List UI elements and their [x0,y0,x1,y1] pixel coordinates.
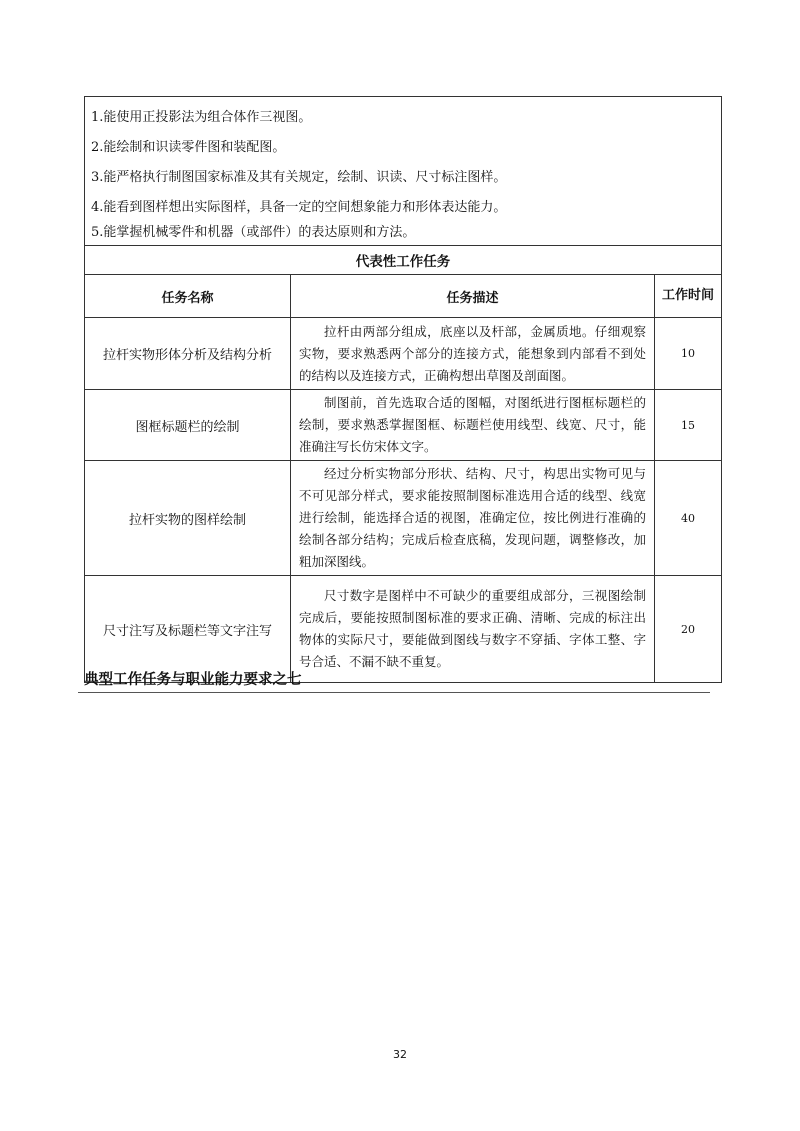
task-time: 10 [655,318,722,390]
task-row [85,318,722,390]
task-name: 拉杆实物的图样绘制 [85,461,291,576]
curriculum-table [84,96,722,683]
task-time: 15 [655,390,722,461]
task-row [85,576,722,683]
heading-underline [78,692,710,693]
task-time: 20 [655,576,722,683]
task-row [85,390,722,461]
task-name: 尺寸注写及标题栏等文字注写 [85,576,291,683]
task-name: 图框标题栏的绘制 [85,390,291,461]
task-row [85,461,722,576]
section-title: 代表性工作任务 [85,246,722,275]
column-header-row [85,275,722,318]
task-desc: 尺寸数字是图样中不可缺少的重要组成部分，三视图绘制完成后，要能按照制图标准的要求正确、清晰、完成的标注出物体的实际尺寸，要能做到图线与数字不穿插、字体工整、字号合适、不漏不缺不重复。 [291,576,655,683]
ability-item: 2.能绘制和识读零件图和装配图。 [91,140,286,155]
column-header-task-desc: 任务描述 [291,275,655,318]
abilities-row [85,97,722,246]
ability-item: 5.能掌握机械零件和机器（或部件）的表达原则和方法。 [91,225,416,240]
ability-item: 4.能看到图样想出实际图样，具备一定的空间想象能力和形体表达能力。 [91,200,507,215]
section-title-row [85,246,722,275]
next-section-heading: 典型工作任务与职业能力要求之七 [84,671,302,688]
column-header-work-time: 工作时间 [655,275,722,318]
task-desc: 经过分析实物部分形状、结构、尺寸，构思出实物可见与不可见部分样式，要求能按照制图标准选用合适的线型、线宽进行绘制，能选择合适的视图，准确定位，按比例进行准确的绘制各部分结构；完成后检查底稿，发现问题，调整修改，加粗加深图线。 [291,461,655,576]
task-time: 40 [655,461,722,576]
ability-item: 3.能严格执行制图国家标准及其有关规定，绘制、识读、尺寸标注图样。 [91,170,507,185]
task-desc: 制图前，首先选取合适的图幅，对图纸进行图框标题栏的绘制，要求熟悉掌握图框、标题栏使用线型、线宽、尺寸，能准确注写长仿宋体文字。 [291,390,655,461]
ability-item: 1.能使用正投影法为组合体作三视图。 [91,110,312,125]
task-desc: 拉杆由两部分组成，底座以及杆部，金属质地。仔细观察实物，要求熟悉两个部分的连接方式，能想象到内部看不到处的结构以及连接方式，正确构想出草图及剖面图。 [291,318,655,390]
column-header-task-name: 任务名称 [85,275,291,318]
page-number: 32 [393,1048,407,1061]
abilities-cell [85,97,722,246]
task-name: 拉杆实物形体分析及结构分析 [85,318,291,390]
